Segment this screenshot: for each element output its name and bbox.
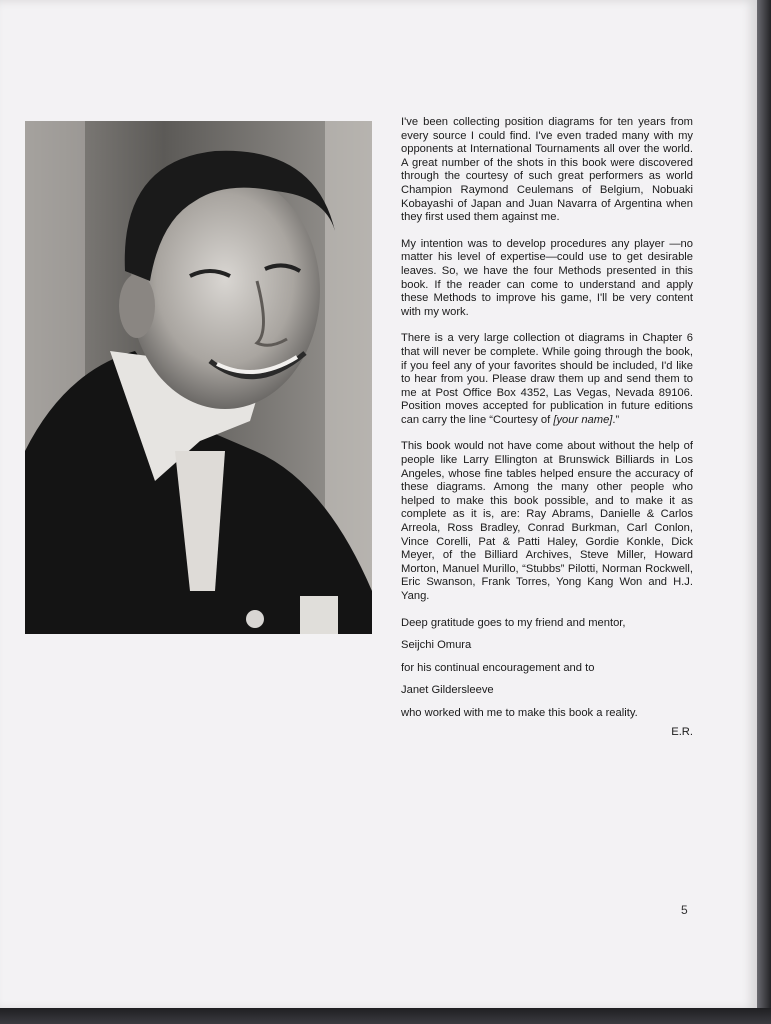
paragraph-acknowledgements: This book would not have come about without the help of people like Larry Ellington at Brunswick Billiards in Los Angeles, whose fine tables helped ensure the accuracy of these diagrams. Among the many other people who helped to make this book possible, and to make it as complete as it is, are: Ray Abrams, Danielle & Carlos Arreola, Ross Bradley, Conrad Burkman, Carl Conlon, Vince Corelli, Pat & Patti Haley, Gordie Konkle, Dick Meyer, of the Billiard Archives, Steve Miller, Howard Morton, Manuel Murillo, “Stubbs” Pilotti, Norman Rockwell, Eric Swanson, Frank Torres, Yong Kang Won and H.J. Yang.	[401, 440, 693, 602]
body-text	[401, 116, 693, 748]
book-edge	[757, 0, 771, 1024]
book-bottom-edge	[0, 1008, 771, 1024]
your-name-italic: [your name]	[553, 413, 613, 426]
portrait-illustration	[25, 121, 372, 634]
page-number: 5	[681, 903, 688, 917]
mentor-name: Seijchi Omura	[401, 639, 472, 652]
paragraph-diagrams-start: There is a very large collection ot diagrams in Chapter 6 that will never be complete. While going through the book, if you feel any of your favorites should be included, I'd like to hear from you. Please draw them up and send them to me at Post Office Box 4352, Las Vegas, Nevada 89106. Position moves accepted for publication in future editions can carry the line “Courtesy of	[401, 332, 693, 426]
paragraph-diagrams-end: .”	[612, 413, 620, 426]
reality-line: who worked with me to make this book a reality.	[401, 706, 638, 719]
paragraph-collecting: I've been collecting position diagrams for ten years from every source I could find. I've even traded many with my opponents at International Tournaments all over the world. A great number of the shots in this book were discovered through the courtesy of such great performers as world Champion Raymond Ceulemans of Belgium, Nobuaki Kobayashi of Japan and Juan Navarra of Argentina when they first used them against me.	[401, 116, 693, 224]
collaborator-name: Janet Gildersleeve	[401, 684, 494, 697]
gratitude-line: Deep gratitude goes to my friend and mentor,	[401, 616, 626, 629]
paragraph-diagrams	[401, 332, 693, 427]
encouragement-line: for his continual encouragement and to	[401, 661, 595, 674]
signature-initials: E.R.	[671, 725, 693, 738]
paragraph-intention: My intention was to develop procedures any player —no matter his level of expertise—could use to get desirable leaves. So, we have the four Methods presented in this book. If the reader can come to understand and apply these Methods to improve his game, I'll be very content with my work.	[401, 237, 693, 318]
portrait-photo	[25, 121, 372, 634]
